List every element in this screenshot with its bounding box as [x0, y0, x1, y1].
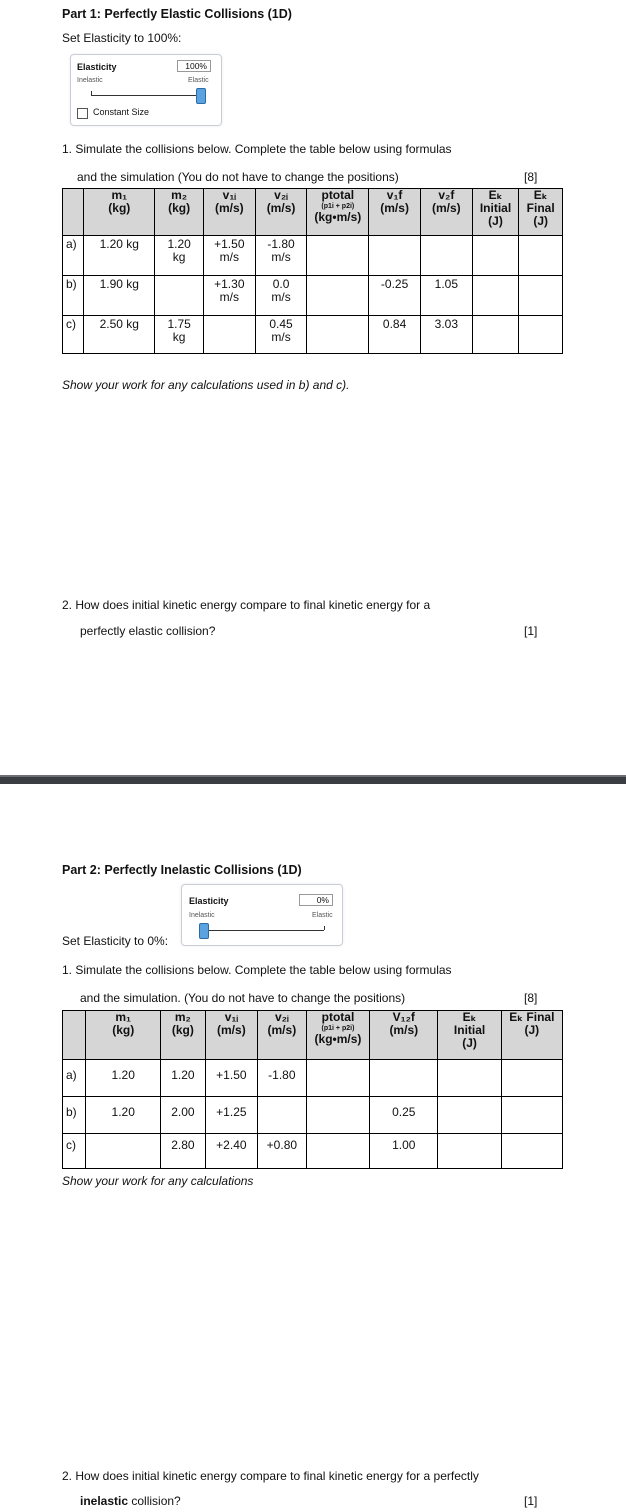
- table-row: [63, 1060, 563, 1097]
- cell-v1i: +1.25: [205, 1097, 257, 1134]
- cell-m2: 2.00: [160, 1097, 205, 1134]
- cell-ek-initial[interactable]: [472, 236, 519, 276]
- cell-v2f[interactable]: [420, 236, 472, 276]
- cell-m2: 1.20: [160, 1060, 205, 1097]
- cell-v2i: 0.45 m/s: [255, 316, 307, 354]
- constant-size-label: Constant Size: [93, 107, 150, 117]
- elasticity-slider-thumb[interactable]: [199, 923, 209, 939]
- part2-q1-line2: and the simulation. (You do not have to change the positions): [80, 991, 406, 1005]
- row-label: b): [63, 1097, 86, 1134]
- cell-ek-final[interactable]: [519, 236, 563, 276]
- header-corner: [63, 1011, 86, 1060]
- cell-m1: 1.20 kg: [84, 236, 155, 276]
- cell-v1i: +1.50 m/s: [203, 236, 255, 276]
- row-label: a): [63, 236, 84, 276]
- elasticity-value[interactable]: 100%: [177, 60, 211, 72]
- cell-m1[interactable]: [86, 1134, 160, 1169]
- cell-v1f: -0.25: [369, 276, 421, 316]
- header-m1: m₁ (kg): [86, 1011, 160, 1060]
- part1-q1-line2: and the simulation (You do not have to change the positions): [77, 170, 399, 184]
- row-label: c): [63, 316, 84, 354]
- cell-ek-initial[interactable]: [438, 1097, 501, 1134]
- part2-q2-rest: collision?: [128, 1494, 181, 1508]
- part1-q2-marks: [1]: [524, 624, 538, 638]
- cell-v1i[interactable]: [203, 316, 255, 354]
- header-v12f: V₁₂f (m/s): [370, 1011, 438, 1060]
- table-row: [63, 1134, 563, 1169]
- cell-v1i: +1.50: [205, 1060, 257, 1097]
- elastic-label: Elastic: [188, 77, 209, 84]
- part2-title: Part 2: Perfectly Inelastic Collisions (1D): [62, 863, 302, 877]
- header-m2: m₂ (kg): [155, 189, 204, 236]
- header-v2i: v₂ᵢ (m/s): [255, 189, 307, 236]
- header-corner: [63, 189, 84, 236]
- header-v2i: v₂ᵢ (m/s): [257, 1011, 306, 1060]
- part1-q1-marks: [8]: [524, 170, 538, 184]
- cell-ek-final[interactable]: [519, 276, 563, 316]
- header-ptotal: ptotal (p1i + p2i) (kg•m/s): [306, 1011, 369, 1060]
- part1-set-elasticity-text: Set Elasticity to 100%:: [62, 31, 182, 45]
- cell-ek-final[interactable]: [501, 1060, 562, 1097]
- header-ek-final: Eₖ Final (J): [501, 1011, 562, 1060]
- part1-elasticity-widget: [70, 54, 222, 126]
- cell-ptotal[interactable]: [307, 316, 369, 354]
- cell-ek-initial[interactable]: [438, 1134, 501, 1169]
- header-v2f: v₂f (m/s): [420, 189, 472, 236]
- cell-m2: 2.80: [160, 1134, 205, 1169]
- table-row: [63, 1097, 563, 1134]
- part2-table: [62, 1010, 563, 1169]
- cell-m2: 1.75 kg: [155, 316, 204, 354]
- cell-v1i: +1.30 m/s: [203, 276, 255, 316]
- header-v1f: v₁f (m/s): [369, 189, 421, 236]
- cell-m2[interactable]: [155, 276, 204, 316]
- elasticity-title: Elasticity: [189, 896, 229, 906]
- part1-table: [62, 188, 563, 354]
- part2-q2-bold-word: inelastic: [80, 1494, 129, 1508]
- inelastic-label: Inelastic: [77, 77, 103, 84]
- part2-q2-marks: [1]: [524, 1494, 538, 1508]
- cell-v2i: 0.0 m/s: [255, 276, 307, 316]
- cell-v2f: 1.05: [420, 276, 472, 316]
- cell-m1: 1.20: [86, 1060, 160, 1097]
- cell-v1f[interactable]: [369, 236, 421, 276]
- part2-show-work: Show your work for any calculations: [62, 1174, 254, 1188]
- cell-m1: 1.20: [86, 1097, 160, 1134]
- elastic-label: Elastic: [312, 912, 333, 919]
- part1-header-row: [63, 189, 563, 236]
- cell-ptotal[interactable]: [307, 236, 369, 276]
- elasticity-title: Elasticity: [77, 62, 117, 72]
- cell-v1i: +2.40: [205, 1134, 257, 1169]
- header-ek-final: Eₖ Final (J): [519, 189, 563, 236]
- cell-ek-final[interactable]: [501, 1134, 562, 1169]
- part1-q2-line1: 2. How does initial kinetic energy compare to final kinetic energy for a: [62, 598, 431, 612]
- elasticity-slider-track[interactable]: [91, 95, 201, 96]
- cell-ptotal[interactable]: [306, 1134, 369, 1169]
- cell-ptotal[interactable]: [307, 276, 369, 316]
- slider-tick-max: [324, 926, 325, 930]
- cell-ek-final[interactable]: [501, 1097, 562, 1134]
- header-m1: m₁ (kg): [84, 189, 155, 236]
- cell-v2f: 3.03: [420, 316, 472, 354]
- cell-ek-final[interactable]: [519, 316, 563, 354]
- cell-ek-initial[interactable]: [472, 316, 519, 354]
- cell-v2i[interactable]: [257, 1097, 306, 1134]
- elasticity-value[interactable]: 0%: [299, 894, 333, 906]
- cell-v12f[interactable]: [370, 1060, 438, 1097]
- part2-q2-line2: [80, 1494, 181, 1508]
- cell-ek-initial[interactable]: [438, 1060, 501, 1097]
- table-row: [63, 276, 563, 316]
- part2-set-elasticity-text: Set Elasticity to 0%:: [62, 934, 169, 948]
- cell-v2i: +0.80: [257, 1134, 306, 1169]
- part2-q1-marks: [8]: [524, 991, 538, 1005]
- part2-header-row: [63, 1011, 563, 1060]
- header-ek-initial: Eₖ Initial (J): [438, 1011, 501, 1060]
- cell-ptotal[interactable]: [306, 1060, 369, 1097]
- cell-m2: 1.20 kg: [155, 236, 204, 276]
- elasticity-slider-track[interactable]: [204, 930, 324, 931]
- slider-tick-min: [91, 91, 92, 95]
- part2-elasticity-widget: [181, 884, 343, 946]
- elasticity-slider-thumb[interactable]: [196, 88, 206, 104]
- table-row: [63, 316, 563, 354]
- part1-q2-line2: perfectly elastic collision?: [80, 624, 216, 638]
- part1-title: Part 1: Perfectly Elastic Collisions (1D): [62, 7, 292, 21]
- cell-v1f: 0.84: [369, 316, 421, 354]
- cell-m1: 2.50 kg: [84, 316, 155, 354]
- cell-v2i: -1.80: [257, 1060, 306, 1097]
- header-v1i: v₁ᵢ (m/s): [203, 189, 255, 236]
- header-ptotal: ptotal (p1i + p2i) (kg•m/s): [307, 189, 369, 236]
- header-m2: m₂ (kg): [160, 1011, 205, 1060]
- part1-show-work: Show your work for any calculations used in b) and c).: [62, 378, 350, 392]
- header-ek-initial: Eₖ Initial (J): [472, 189, 519, 236]
- page-divider-highlight: [0, 775, 626, 777]
- cell-ek-initial[interactable]: [472, 276, 519, 316]
- row-label: a): [63, 1060, 86, 1097]
- row-label: b): [63, 276, 84, 316]
- part1-q1-line1: 1. Simulate the collisions below. Complete the table below using formulas: [62, 142, 452, 156]
- cell-v12f: 1.00: [370, 1134, 438, 1169]
- header-v1i: v₁ᵢ (m/s): [205, 1011, 257, 1060]
- part2-q2-line1: 2. How does initial kinetic energy compare to final kinetic energy for a perfectly: [62, 1469, 479, 1483]
- part2-q1-line1: 1. Simulate the collisions below. Complete the table below using formulas: [62, 963, 452, 977]
- cell-ptotal[interactable]: [306, 1097, 369, 1134]
- table-row: [63, 236, 563, 276]
- cell-m1: 1.90 kg: [84, 276, 155, 316]
- cell-v2i: -1.80 m/s: [255, 236, 307, 276]
- constant-size-checkbox[interactable]: [77, 108, 88, 119]
- row-label: c): [63, 1134, 86, 1169]
- inelastic-label: Inelastic: [189, 912, 215, 919]
- cell-v12f: 0.25: [370, 1097, 438, 1134]
